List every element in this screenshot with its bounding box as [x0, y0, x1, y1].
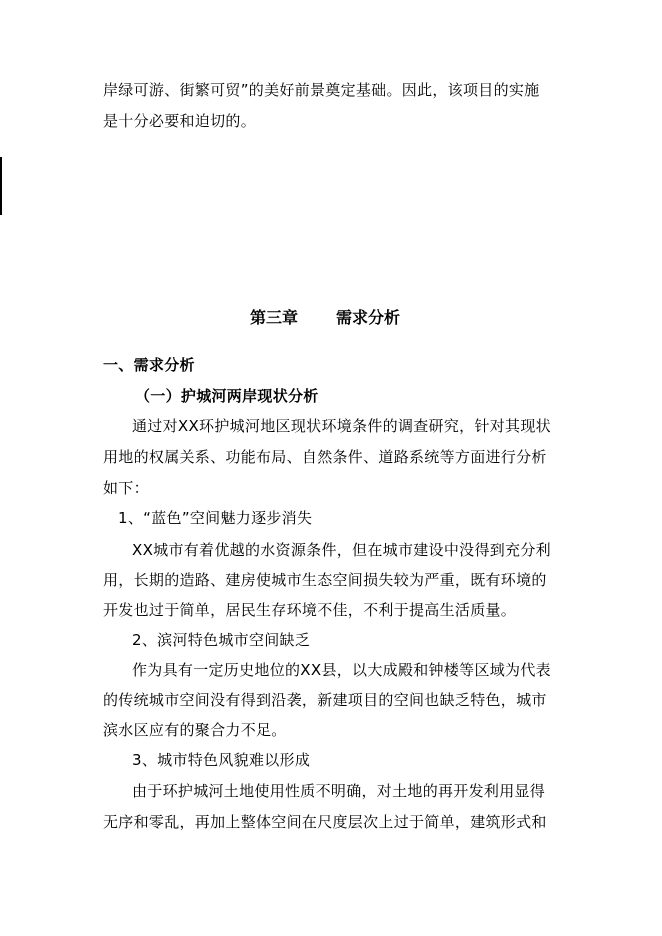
list-item-title: 1、“蓝色”空间魅力逐步消失 [118, 509, 313, 527]
list-item-title: 3、城市特色风貌难以形成 [132, 751, 311, 769]
body-text-line: 是十分必要和迫切的。 [103, 112, 257, 130]
chapter-number: 第三章 [250, 308, 299, 327]
chapter-heading [250, 307, 400, 329]
body-text-line: 开发也过于简单，居民生存环境不佳，不利于提高生活质量。 [103, 601, 517, 619]
body-text-line: 作为具有一定历史地位的XX县，以大成殿和钟楼等区域为代表 [132, 661, 551, 679]
chapter-title: 需求分析 [336, 308, 401, 327]
list-item-title: 2、滨河特色城市空间缺乏 [132, 631, 311, 649]
body-text-line: 滨水区应有的聚合力不足。 [103, 721, 287, 739]
body-text-line: 用，长期的造路、建房使城市生态空间损失较为严重，既有环境的 [103, 571, 547, 589]
section-heading: 一、需求分析 [103, 356, 195, 374]
body-text-line: 如下： [103, 479, 149, 497]
body-text-line: XX城市有着优越的水资源条件，但在城市建设中没得到充分利 [132, 541, 551, 559]
body-text-line: 无序和零乱，再加上整体空间在尺度层次上过于简单，建筑形式和 [103, 813, 547, 831]
body-text-line: 通过对XX环护城河地区现状环境条件的调查研究，针对其现状 [132, 417, 551, 435]
body-text-line: 岸绿可游、街繁可贸”的美好前景奠定基础。因此，该项目的实施 [103, 81, 540, 99]
body-text-line: 由于环护城河土地使用性质不明确，对土地的再开发利用显得 [132, 782, 546, 800]
body-text-line: 用地的权属关系、功能布局、自然条件、道路系统等方面进行分析 [103, 448, 547, 466]
subsection-heading: （一）护城河两岸现状分析 [135, 387, 319, 405]
margin-change-bar [0, 157, 2, 215]
body-text-line: 的传统城市空间没有得到沿袭，新建项目的空间也缺乏特色，城市 [103, 691, 547, 709]
